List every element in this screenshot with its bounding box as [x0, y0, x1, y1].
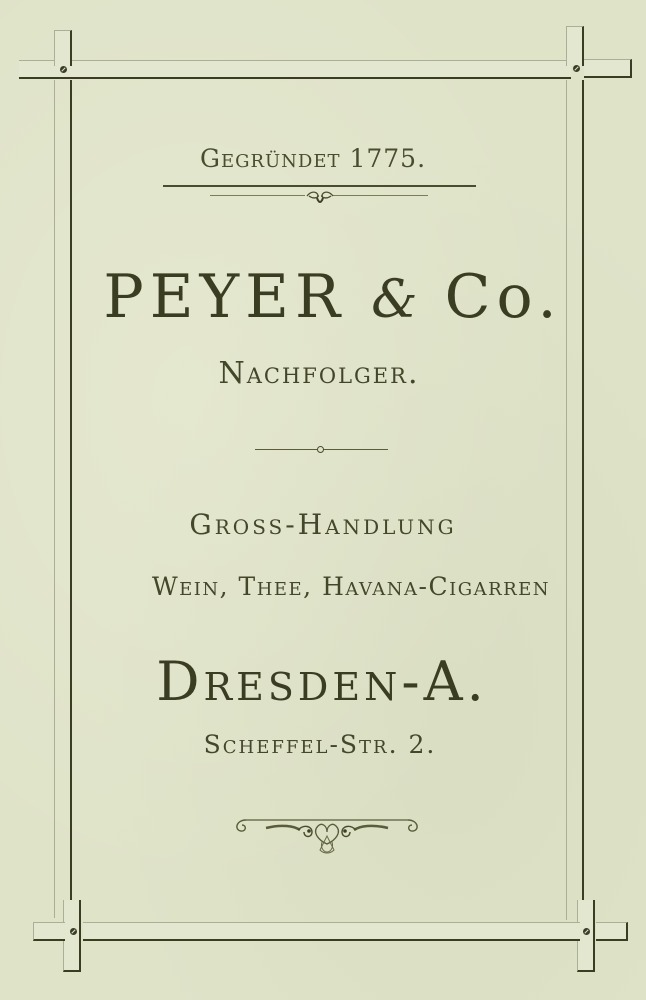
frame-right-bar [566, 26, 584, 66]
heading-thin-rule-right [333, 195, 428, 196]
goods-list: Wein, Thee, Havana-Cigarren [151, 572, 551, 601]
heading-rule [163, 185, 476, 187]
frame-bottom-bar [83, 922, 580, 941]
screw-icon [583, 928, 590, 935]
screw-icon [70, 928, 77, 935]
frame-bottom-bar-right [596, 922, 628, 941]
street-address: Scheffel-Str. 2. [203, 730, 437, 759]
frame-left-bar [54, 30, 72, 66]
company-ampersand: & [371, 270, 420, 330]
founded-year: Gegründet 1775. [199, 144, 427, 173]
scroll-flourish-icon [305, 188, 335, 210]
frame-left-bar-long [54, 80, 72, 918]
city-name: Dresden-A. [156, 650, 488, 713]
company-name-main: PEYER [103, 262, 347, 332]
scroll-vignette-icon [232, 812, 422, 860]
screw-icon [573, 65, 580, 72]
screw-icon [60, 66, 67, 73]
business-type: Gross-Handlung [189, 508, 457, 541]
frame-right-bar-long [566, 80, 584, 920]
successor-label: Nachfolger. [218, 356, 420, 391]
frame-bottom-bar-left-end [33, 922, 65, 941]
frame-top-bar-segment [455, 60, 571, 79]
company-name [10, 262, 646, 332]
company-suffix: Co. [444, 262, 563, 332]
heading-thin-rule-left [210, 195, 305, 196]
divider-circle-icon [317, 446, 324, 453]
frame-top-bar-right-end [584, 59, 632, 78]
frame-top-bar [19, 60, 457, 79]
frame-left-bar-lower [63, 900, 81, 972]
